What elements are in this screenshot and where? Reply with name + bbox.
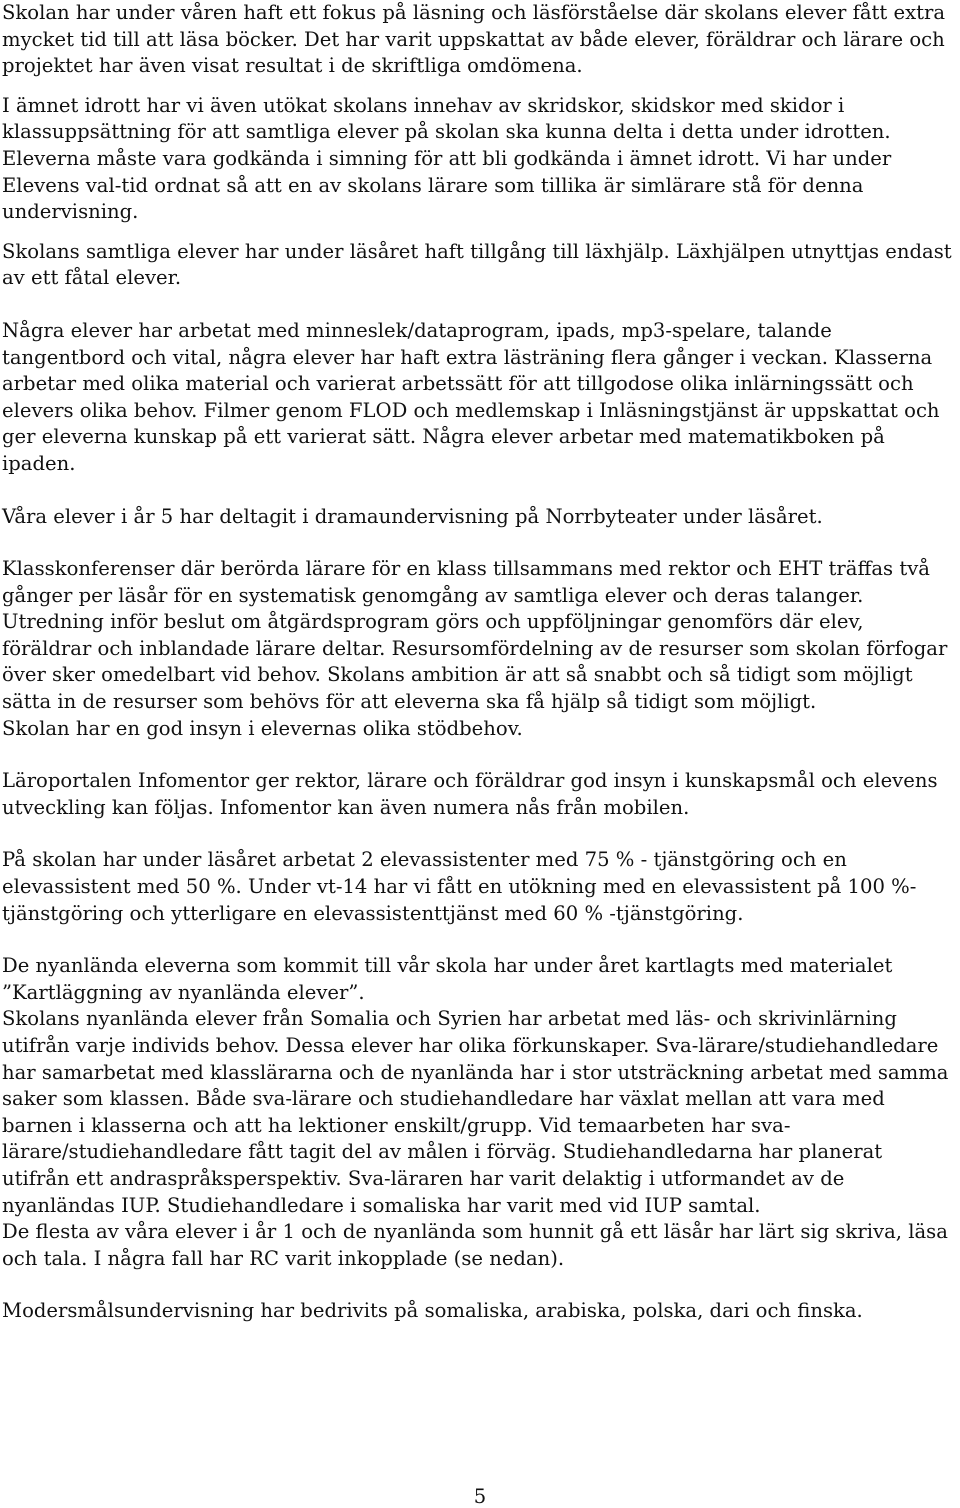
paragraph-infomentor: Läroportalen Infomentor ger rektor, lärare och föräldrar god insyn i kunskapsmål och elevens utveckling kan följas. Infomentor kan även numera nås från mobilen.	[2, 769, 938, 819]
paragraph-drama: Våra elever i år 5 har deltagit i dramaundervisning på Norrbyteater under läsåret.	[2, 504, 823, 528]
paragraph-support-insight: Skolan har en god insyn i elevernas olika stödbehov.	[2, 716, 523, 740]
document-page	[2, 0, 954, 1325]
paragraph-mother-tongue: Modersmålsundervisning har bedrivits på somaliska, arabiska, polska, dari och finska.	[2, 1299, 863, 1323]
paragraph-year-one: De flesta av våra elever i år 1 och de nyanlända som hunnit gå ett läsår har lärt sig skriva, läsa och tala. I några fall har RC varit inkopplade (se nedan).	[2, 1220, 948, 1270]
paragraph-newcomers-learning: Skolans nyanlända elever från Somalia och Syrien har arbetat med läs- och skrivinlärning utifrån varje individs behov. Dessa elever har olika förkunskaper. Sva-lärare/studiehandledare har samarbetat med klasslärarna och de nyanlända har i stor utsträckning arbetat med samma saker som klassen. Både sva-lärare och studiehandledare har växlat mellan att vara med barnen i klasserna och att ha lektioner enskilt/grupp. Vid temaarbeten har sva-lärare/studiehandledare fått tagit del av målen i förväg. Studiehandledarna har planerat utifrån ett andraspråksperspektiv. Sva-läraren har varit delaktig i utformandet av de nyanländas IUP. Studiehandledare i somaliska har varit med vid IUP samtal.	[2, 1007, 949, 1217]
paragraph-assistants: På skolan har under läsåret arbetat 2 elevassistenter med 75 % - tjänstgöring och en elevassistent med 50 %. Under vt-14 har vi fått en utökning med en elevassistent på 100 %-tjänstgöring och ytterligare en elevassistenttjänst med 60 % -tjänstgöring.	[2, 848, 917, 925]
page-number: 5	[473, 1485, 487, 1508]
paragraph-homework-help: Skolans samtliga elever har under läsåret haft tillgång till läxhjälp. Läxhjälpen utnyttjas endast av ett fåtal elever.	[2, 239, 952, 290]
paragraph-sports: I ämnet idrott har vi även utökat skolans innehav av skridskor, skidskor med skidor i klassuppsättning för att samtliga elever på skolan ska kunna delta i detta under idrotten. Eleverna måste vara godkända i simning för att bli godkända i ämnet idrott. Vi har under Elevens val-tid ordnat så att en av skolans lärare som tillika är simlärare stå för denna undervisning.	[2, 93, 892, 224]
paragraph-class-conferences: Klasskonferenser där berörda lärare för en klass tillsammans med rektor och EHT träffas två gånger per läsår för en systematisk genomgång av samtliga elever och deras talanger. Utredning inför beslut om åtgärdsprogram görs och uppföljningar genomförs där elev, föräldrar och inblandade lärare deltar. Resursomfördelning av de resurser som skolan förfogar över sker omedelbart vid behov. Skolans ambition är att så snabbt och så tidigt som möjligt sätta in de resurser som behövs för att eleverna ska få hjälp så tidigt som möjligt.	[2, 557, 948, 714]
paragraph-reading-focus: Skolan har under våren haft ett fokus på läsning och läsförståelse där skolans elever fått extra mycket tid till att läsa böcker. Det har varit uppskattat av både elever, föräldrar och lärare och projektet har även visat resultat i de skriftliga omdömena.	[2, 1, 946, 78]
paragraph-learning-tools: Några elever har arbetat med minneslek/dataprogram, ipads, mp3-spelare, talande tangentbord och vital, några elever har haft extra lästräning flera gånger i veckan. Klasserna arbetar med olika material och varierat arbetssätt för att tillgodose olika inlärningssätt och elevers olika behov. Filmer genom FLOD och medlemskap i Inläsningstjänst är uppskattat och ger eleverna kunskap på ett varierat sätt. Några elever arbetar med matematikboken på ipaden.	[2, 318, 940, 475]
paragraph-newcomers-mapping: De nyanlända eleverna som kommit till vår skola har under året kartlagts med materialet ”Kartläggning av nyanlända elever”.	[2, 954, 893, 1004]
